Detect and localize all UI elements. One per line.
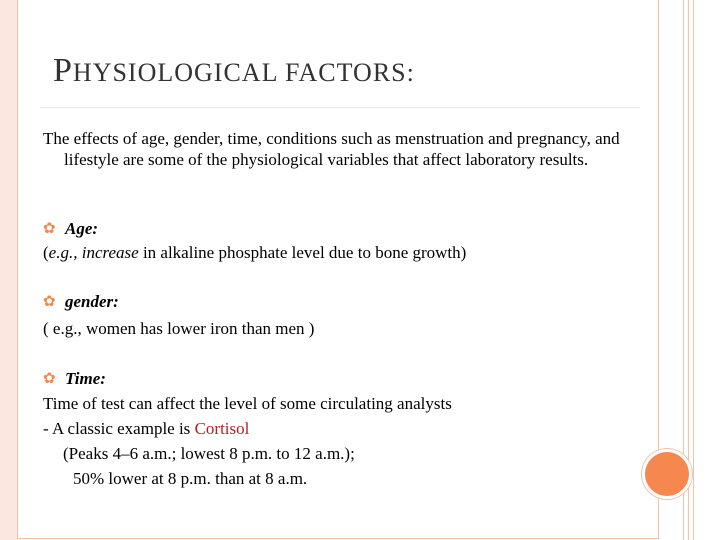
time-line-3: (Peaks 4–6 a.m.; lowest 8 p.m. to 12 a.m.);: [63, 444, 355, 463]
time-line-2: [43, 417, 249, 441]
flower-bullet-icon: ✿: [43, 294, 56, 310]
title-word-2: FACTORS: [285, 58, 407, 87]
title-space: [278, 58, 286, 87]
age-heading: Age:: [65, 219, 99, 238]
title-word-1: HYSIOLOGICAL: [72, 58, 278, 87]
time-heading: Time:: [65, 369, 106, 388]
time-line-2-prefix: - A classic example is: [43, 419, 195, 438]
slide-title: [53, 52, 415, 90]
title-divider: [40, 107, 640, 108]
decor-rail: [688, 0, 689, 540]
cortisol-highlight: Cortisol: [194, 419, 250, 438]
decor-rail: [693, 0, 694, 540]
bullet-item-age: [43, 217, 643, 269]
title-colon: :: [406, 58, 415, 87]
decorative-circle: [642, 449, 692, 499]
title-initial: P: [53, 52, 73, 89]
left-border-band: [0, 0, 17, 540]
age-detail: [43, 241, 466, 265]
age-detail-italic: e.g., increase: [48, 243, 139, 262]
bullet-item-time: [43, 367, 643, 497]
flower-bullet-icon: ✿: [43, 371, 56, 387]
bullet-item-gender: [43, 290, 643, 342]
age-detail-open: (: [43, 243, 49, 262]
right-decor-rails: [683, 0, 720, 540]
gender-detail: ( e.g., women has lower iron than men ): [43, 319, 315, 338]
flower-bullet-icon: ✿: [43, 221, 56, 237]
intro-paragraph: The effects of age, gender, time, conditions such as menstruation and pregnancy, and lifestyle are some of the physiological variables that affect laboratory results.: [43, 129, 620, 169]
gender-heading: gender:: [65, 292, 119, 311]
time-line-4: 50% lower at 8 p.m. than at 8 a.m.: [73, 469, 308, 488]
age-detail-rest: in alkaline phosphate level due to bone growth): [138, 243, 467, 262]
time-line-1: Time of test can affect the level of some circulating analysts: [43, 394, 452, 413]
